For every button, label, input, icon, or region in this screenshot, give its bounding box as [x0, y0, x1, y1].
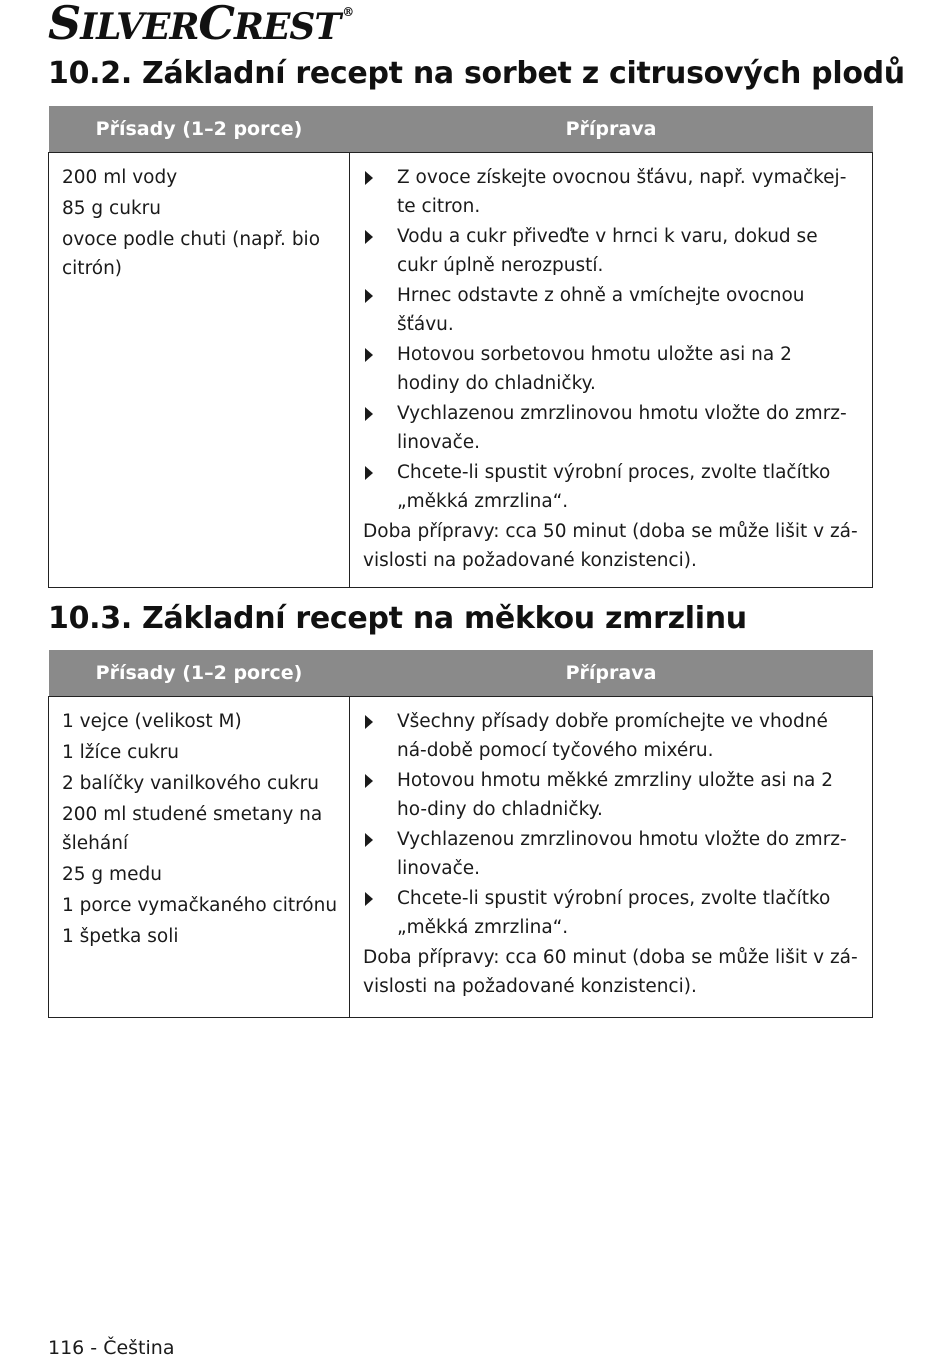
steps-list — [363, 163, 860, 516]
recipe-table-sorbet — [48, 106, 873, 588]
step-text: Hotovou hmotu měkké zmrzliny uložte asi na 2 ho-diny do chladničky. — [397, 770, 834, 820]
preparation-cell — [350, 153, 873, 588]
steps-list — [363, 707, 860, 942]
triangle-bullet-icon — [365, 715, 373, 729]
brand-logo: SILVERCREST ® — [48, 0, 354, 50]
ingredient-item: 200 ml vody — [62, 167, 178, 188]
triangle-bullet-icon — [365, 171, 373, 185]
ingredient-item: 85 g cukru — [62, 198, 161, 219]
section-title-soft-serve: 10.3. Základní recept na měkkou zmrzlinu — [48, 601, 747, 636]
triangle-bullet-icon — [365, 407, 373, 421]
step-text: Hrnec odstavte z ohně a vmíchejte ovocnou šťávu. — [397, 285, 805, 335]
triangle-bullet-icon — [365, 892, 373, 906]
page-footer: 116 - Čeština — [48, 1337, 175, 1359]
triangle-bullet-icon — [365, 348, 373, 362]
step-text: Všechny přísady dobře promíchejte ve vhodné ná-době pomocí tyčového mixéru. — [397, 711, 828, 761]
ingredients-cell — [49, 697, 350, 1018]
step-item — [363, 884, 860, 942]
triangle-bullet-icon — [365, 833, 373, 847]
step-item — [363, 458, 860, 516]
ingredient-item: 25 g medu — [62, 864, 162, 885]
step-text: Vychlazenou zmrzlinovou hmotu vložte do zmrz-linovače. — [397, 829, 847, 879]
step-text: Chcete-li spustit výrobní proces, zvolte tlačítko „měkká zmrzlina“. — [397, 888, 831, 938]
triangle-bullet-icon — [365, 289, 373, 303]
ingredient-item: 1 špetka soli — [62, 926, 179, 947]
ingredient-item: ovoce podle chuti (např. bio citrón) — [62, 229, 321, 279]
preparation-time-note: Doba přípravy: cca 60 minut (doba se může lišit v zá-vislosti na požadované konzistenci). — [363, 947, 858, 997]
step-item — [363, 340, 860, 398]
step-item — [363, 766, 860, 824]
step-item — [363, 825, 860, 883]
step-item — [363, 707, 860, 765]
ingredient-item: 200 ml studené smetany na šlehání — [62, 804, 323, 854]
ingredient-item: 1 vejce (velikost M) — [62, 711, 242, 732]
step-item — [363, 163, 860, 221]
recipe-table-soft-serve — [48, 650, 873, 1018]
step-item — [363, 399, 860, 457]
preparation-cell — [350, 697, 873, 1018]
ingredient-item: 2 balíčky vanilkového cukru — [62, 773, 319, 794]
step-text: Hotovou sorbetovou hmotu uložte asi na 2 hodiny do chladničky. — [397, 344, 792, 394]
section-title-sorbet: 10.2. Základní recept na sorbet z citrusových plodů — [48, 56, 905, 91]
step-text: Vodu a cukr přiveďte v hrnci k varu, dokud se cukr úplně nerozpustí. — [397, 226, 818, 276]
triangle-bullet-icon — [365, 466, 373, 480]
preparation-time-note: Doba přípravy: cca 50 minut (doba se může lišit v zá-vislosti na požadované konzistenci). — [363, 521, 858, 571]
step-text: Z ovoce získejte ovocnou šťávu, např. vymačkej-te citron. — [397, 167, 847, 217]
triangle-bullet-icon — [365, 230, 373, 244]
step-text: Vychlazenou zmrzlinovou hmotu vložte do zmrz-linovače. — [397, 403, 847, 453]
step-item — [363, 222, 860, 280]
ingredient-item: 1 lžíce cukru — [62, 742, 180, 763]
step-text: Chcete-li spustit výrobní proces, zvolte tlačítko „měkká zmrzlina“. — [397, 462, 831, 512]
ingredients-header: Přísady (1–2 porce) — [49, 106, 350, 153]
preparation-header: Příprava — [350, 106, 873, 153]
ingredients-cell — [49, 153, 350, 588]
preparation-header: Příprava — [350, 650, 873, 697]
triangle-bullet-icon — [365, 774, 373, 788]
step-item — [363, 281, 860, 339]
ingredients-header: Přísady (1–2 porce) — [49, 650, 350, 697]
ingredient-item: 1 porce vymačkaného citrónu — [62, 895, 338, 916]
